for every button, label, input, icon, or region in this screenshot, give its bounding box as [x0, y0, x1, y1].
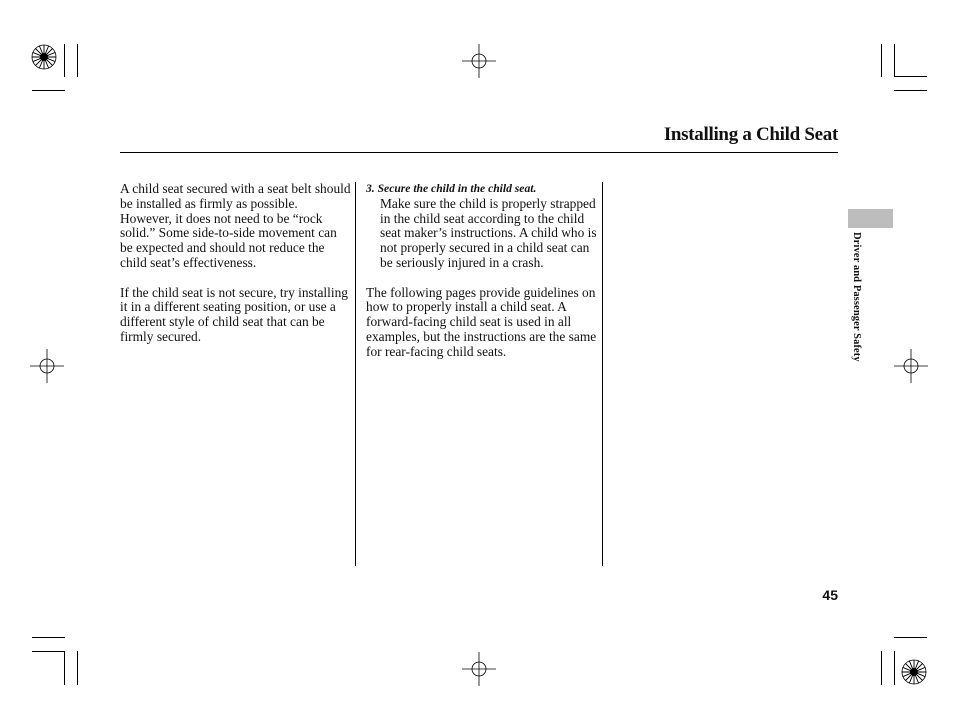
paragraph: The following pages provide guidelines on how to properly install a child seat. A forward-facing child seat is used in all examples, but the instructions are the same for rear-facing child seats.: [366, 284, 597, 359]
column-divider: [602, 182, 603, 566]
left-column: [120, 182, 352, 345]
crop-mark: [77, 651, 78, 685]
crop-mark: [64, 44, 65, 77]
crop-mark: [894, 651, 895, 685]
crop-mark: [64, 651, 65, 685]
registration-sunburst-icon: [901, 659, 927, 685]
registration-sunburst-icon: [31, 44, 57, 70]
registration-crosshair-icon: [894, 349, 928, 383]
step-heading: 3. Secure the child in the child seat.: [366, 182, 537, 195]
column-divider: [355, 182, 356, 566]
crop-mark: [894, 637, 927, 638]
crop-mark: [32, 90, 65, 91]
registration-crosshair-icon: [30, 349, 64, 383]
paragraph: A child seat secured with a seat belt should be installed as firmly as possible. However, it does not need to be “rock solid.” Some side-to-side movement can be expected and should not reduce the child seat’s effectiveness.: [120, 181, 351, 270]
registration-crosshair-icon: [462, 652, 496, 686]
crop-mark: [77, 44, 78, 77]
registration-crosshair-icon: [462, 44, 496, 78]
crop-mark: [894, 76, 927, 77]
page-title: Installing a Child Seat: [663, 124, 838, 145]
paragraph: If the child seat is not secure, try installing it in a different seating position, or use a different style of child seat that can be firmly secured.: [120, 284, 348, 344]
crop-mark: [32, 637, 65, 638]
step-body: Make sure the child is properly strapped in the child seat according to the child seat maker’s instructions. A child who is not properly secured in a child seat can be seriously injured in a crash.: [380, 195, 597, 270]
section-label: Driver and Passenger Safety: [851, 232, 862, 362]
crop-mark: [881, 44, 882, 77]
crop-mark: [894, 44, 895, 77]
crop-mark: [881, 651, 882, 685]
section-tab: [848, 209, 893, 228]
header-rule: [120, 152, 838, 153]
crop-mark: [32, 651, 65, 652]
crop-mark: [894, 90, 927, 91]
middle-column: [366, 182, 598, 360]
page-number: 45: [822, 587, 838, 603]
